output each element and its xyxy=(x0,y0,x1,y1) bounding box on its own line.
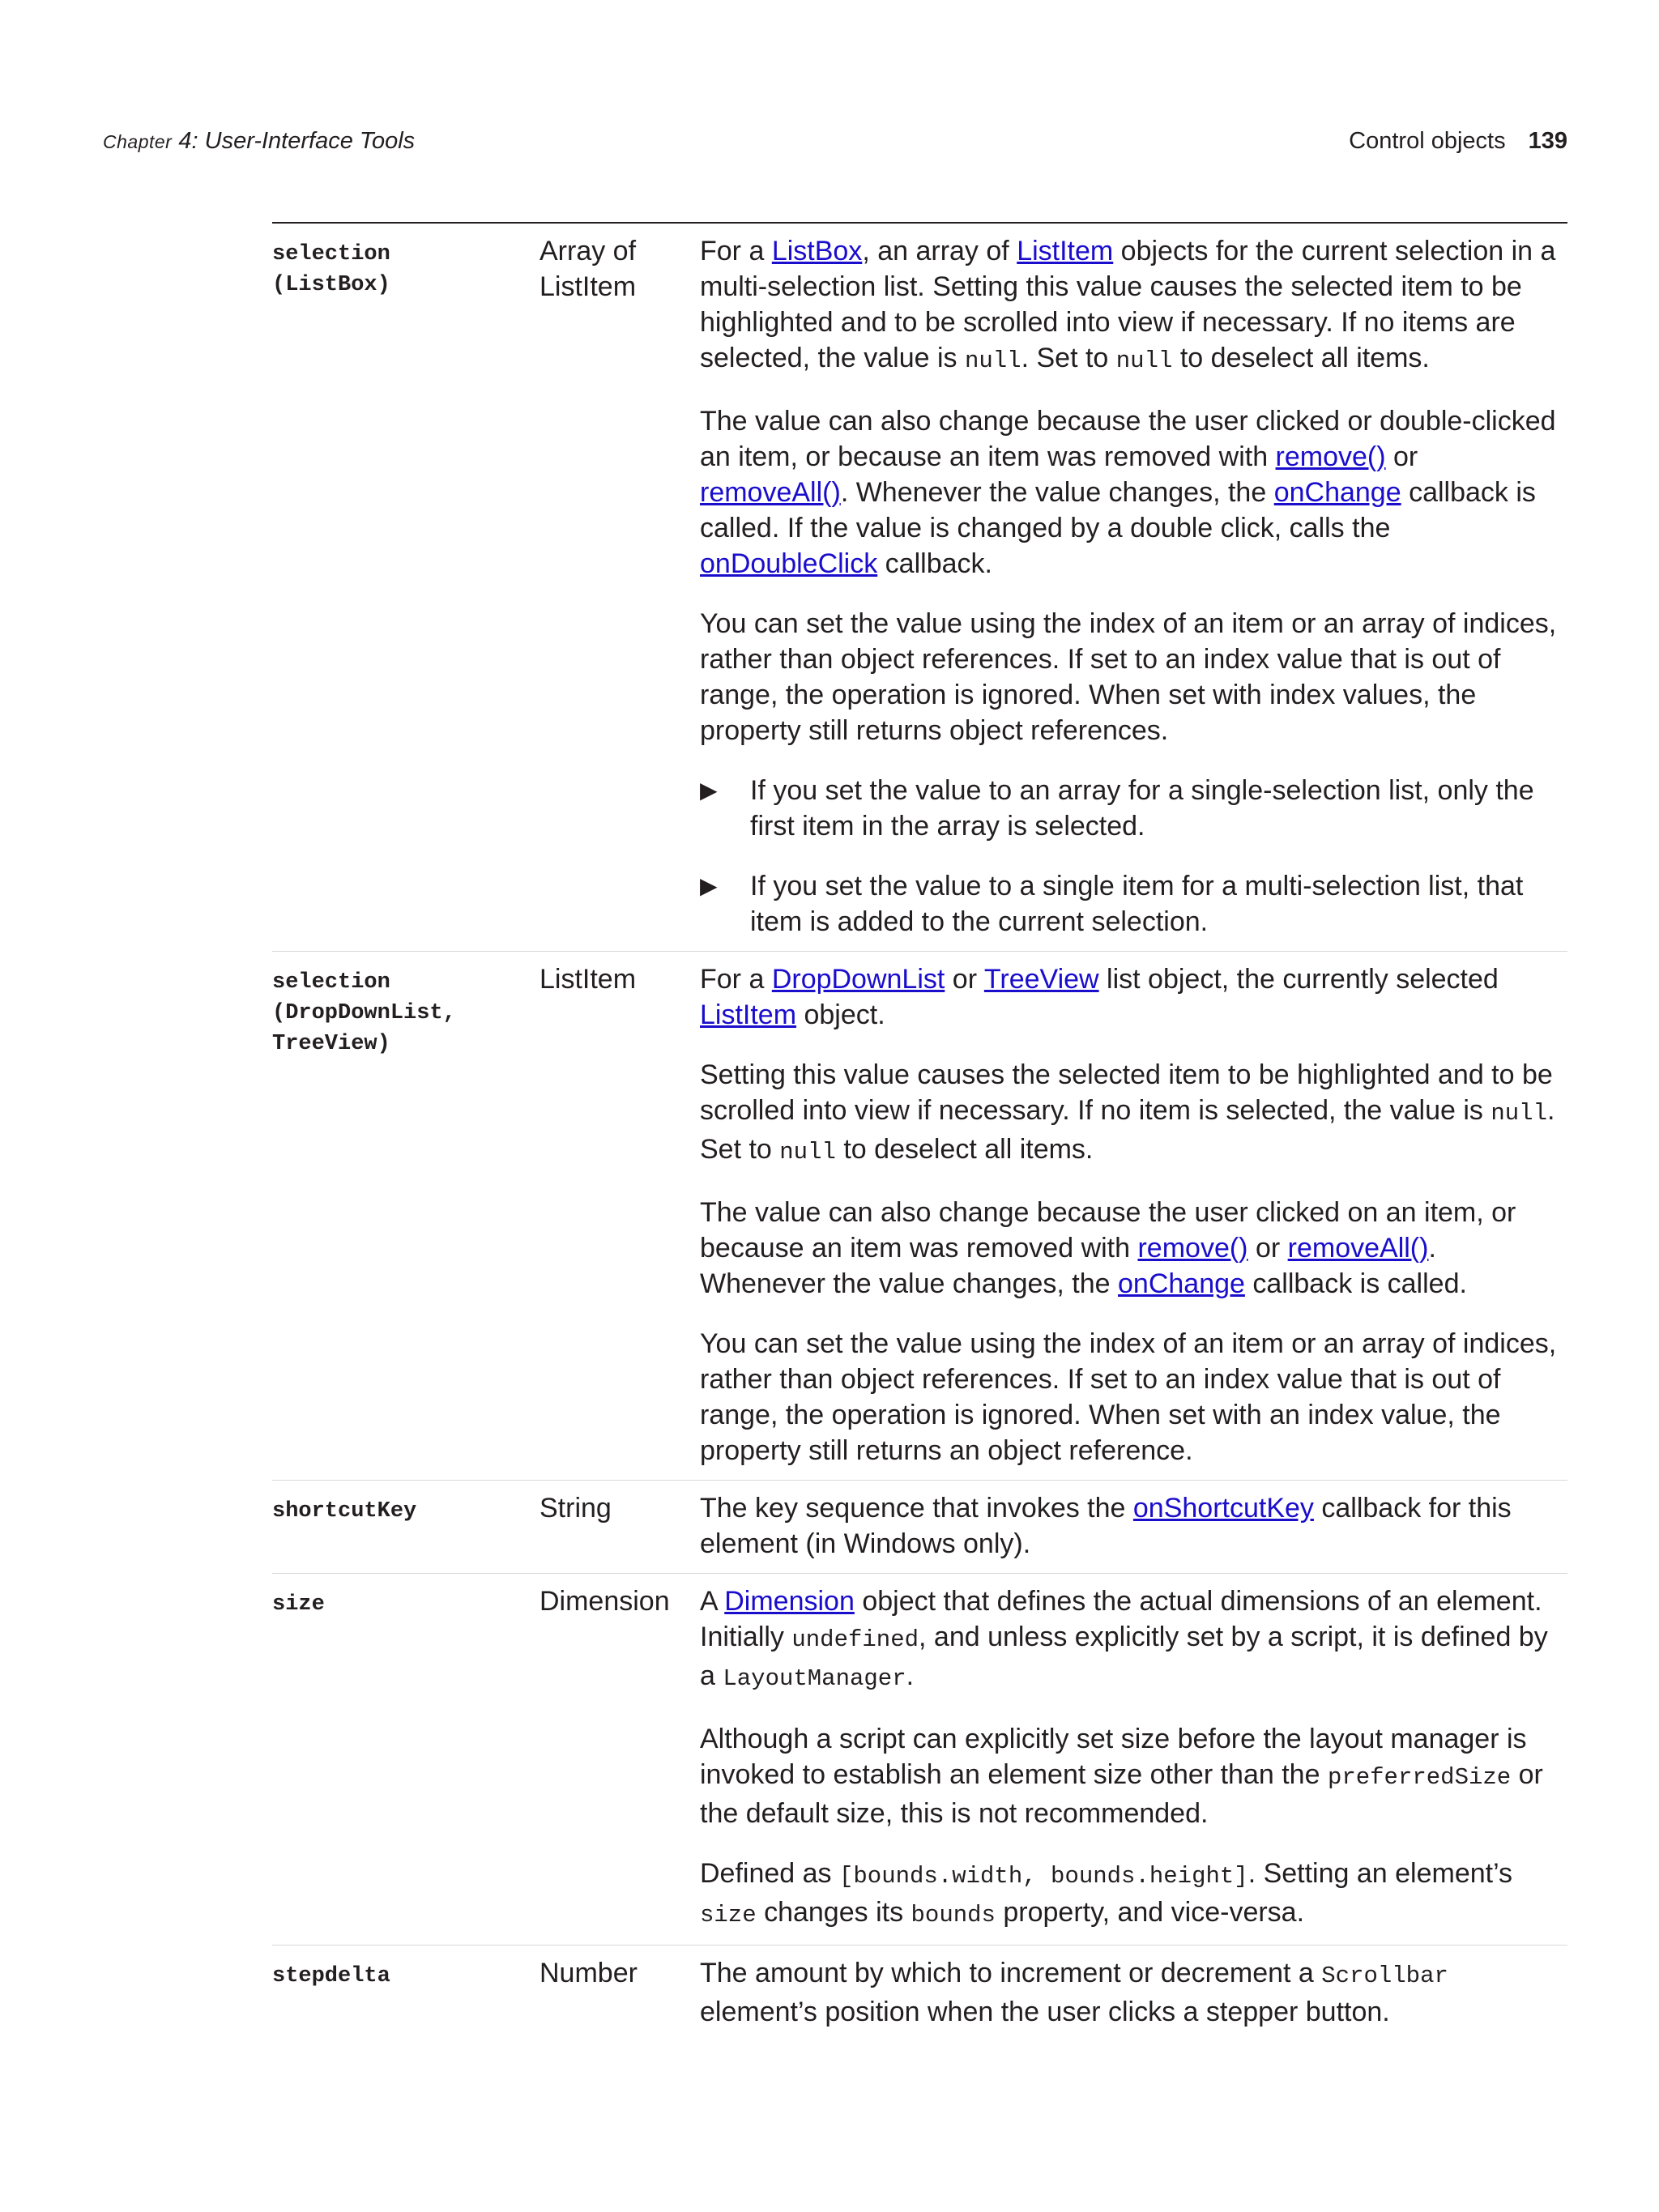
text: . Whenever the value changes, the xyxy=(840,477,1274,508)
paragraph xyxy=(700,403,1567,582)
text: Setting this value causes the selected item to be highlighted and to be scrolled into view if necessary. If no item is selected, the value is xyxy=(700,1059,1553,1126)
text: A xyxy=(700,1586,725,1617)
text: The value can also change because the user clicked or double-clicked an item, or because an item was removed with xyxy=(700,406,1556,472)
code-null: null xyxy=(964,347,1021,374)
paragraph xyxy=(700,233,1567,379)
text: object that defines the actual dimensions of an element. Initially xyxy=(700,1586,1542,1652)
bullet-text: If you set the value to a single item for a multi-selection list, that item is added to the current selection. xyxy=(750,871,1524,937)
table-row-selection-dropdownlist xyxy=(272,952,1567,1481)
property-type: Dimension xyxy=(539,1586,670,1617)
table-row-stepdelta xyxy=(272,1946,1567,2041)
section-title: Control objects xyxy=(1349,128,1506,154)
property-name-line: shortcutKey xyxy=(272,1499,417,1524)
text: For a xyxy=(700,236,772,266)
link-listbox[interactable]: ListBox xyxy=(771,236,863,266)
code-null: null xyxy=(1115,347,1173,374)
bullet-triangle-icon: ▶ xyxy=(700,873,718,898)
code-size: size xyxy=(700,1902,757,1929)
link-treeview[interactable]: TreeView xyxy=(983,964,1099,995)
property-type: Array of ListItem xyxy=(539,236,637,302)
paragraph xyxy=(700,1490,1567,1562)
text: callback. xyxy=(877,548,992,579)
text: For a xyxy=(700,964,772,995)
property-description xyxy=(700,1583,1567,1933)
text: . xyxy=(906,1660,915,1691)
page-number: 139 xyxy=(1528,128,1567,154)
property-name xyxy=(272,1583,539,1933)
text: to deselect all items. xyxy=(835,1134,1094,1165)
text: Although a script can explicitly set size before the layout manager is invoked to establish an element size other than the xyxy=(700,1724,1527,1790)
link-listitem[interactable]: ListItem xyxy=(700,999,797,1030)
text: . Set to xyxy=(700,1095,1555,1165)
property-name-line: selection xyxy=(272,970,390,995)
running-header xyxy=(103,128,1567,160)
link-listitem[interactable]: ListItem xyxy=(1017,236,1114,266)
property-description xyxy=(700,1490,1567,1562)
paragraph: You can set the value using the index of an item or an array of indices, rather than object references. If set to an index value that is out of range, the operation is ignored. When set with index values, the property still returns object references. xyxy=(700,608,1557,746)
text: or xyxy=(1247,1233,1288,1264)
link-remove[interactable]: remove() xyxy=(1137,1233,1248,1264)
property-name-line: selection xyxy=(272,242,390,266)
code-scrollbar: Scrollbar xyxy=(1321,1963,1448,1989)
text: or the default size, this is not recommended. xyxy=(700,1759,1543,1829)
property-name-qualifier: (DropDownList, xyxy=(272,1001,456,1025)
link-remove[interactable]: remove() xyxy=(1275,441,1386,472)
property-description xyxy=(700,1955,1567,2030)
text: to deselect all items. xyxy=(1172,343,1430,373)
chapter-title xyxy=(103,128,415,155)
text: property, and vice-versa. xyxy=(995,1897,1305,1928)
code-bounds-array: [bounds.width, bounds.height] xyxy=(839,1863,1248,1890)
paragraph xyxy=(700,961,1567,1033)
code-preferredsize: preferredSize xyxy=(1327,1764,1512,1791)
code-bounds: bounds xyxy=(911,1902,996,1929)
text: callback is called. xyxy=(1244,1268,1467,1299)
table-row-shortcutkey xyxy=(272,1481,1567,1574)
property-name xyxy=(272,1955,539,2030)
property-table xyxy=(272,222,1567,2041)
link-onchange[interactable]: onChange xyxy=(1273,477,1401,508)
link-removeall[interactable]: removeAll() xyxy=(700,477,841,508)
property-name-line: size xyxy=(272,1592,325,1617)
code-undefined: undefined xyxy=(791,1626,919,1653)
property-name-qualifier: (ListBox) xyxy=(272,273,390,297)
text: , an array of xyxy=(862,236,1017,266)
table-row-selection-listbox xyxy=(272,224,1567,952)
bullet-item xyxy=(700,773,1567,844)
paragraph xyxy=(700,1955,1567,2030)
paragraph xyxy=(700,1195,1567,1302)
text: changes its xyxy=(756,1897,911,1928)
link-ondoubleclick[interactable]: onDoubleClick xyxy=(700,548,878,579)
chapter-name: 4: User-Interface Tools xyxy=(172,128,416,154)
text: element’s position when the user clicks a stepper button. xyxy=(700,1997,1390,2027)
text: or xyxy=(1385,441,1418,472)
property-description xyxy=(700,961,1567,1468)
bullet-item xyxy=(700,868,1567,940)
paragraph xyxy=(700,1583,1567,1697)
paragraph xyxy=(700,1057,1567,1170)
text: . Set to xyxy=(1021,343,1116,373)
bullet-text: If you set the value to an array for a single-selection list, only the first item in the array is selected. xyxy=(750,775,1534,842)
table-row-size xyxy=(272,1574,1567,1946)
bullet-triangle-icon: ▶ xyxy=(700,778,718,803)
text: callback is called. If the value is changed by a double click, calls the xyxy=(700,477,1536,543)
text: or xyxy=(945,964,984,995)
text: , and unless explicitly set by a script, it is defined by a xyxy=(700,1622,1548,1691)
text: callback for this element (in Windows only). xyxy=(700,1493,1512,1559)
link-dropdownlist[interactable]: DropDownList xyxy=(771,964,945,995)
code-layoutmanager: LayoutManager xyxy=(723,1665,906,1692)
property-name xyxy=(272,1490,539,1562)
property-type: ListItem xyxy=(539,964,637,995)
property-name xyxy=(272,233,539,940)
property-name-line: stepdelta xyxy=(272,1964,390,1988)
paragraph xyxy=(700,1721,1567,1831)
property-name xyxy=(272,961,539,1468)
text: The key sequence that invokes the xyxy=(700,1493,1133,1524)
code-null: null xyxy=(1491,1100,1547,1127)
paragraph xyxy=(700,1856,1567,1933)
text: The amount by which to increment or decrement a xyxy=(700,1958,1322,1988)
text: The value can also change because the user clicked on an item, or because an item was removed with xyxy=(700,1197,1516,1264)
text: list object, the currently selected xyxy=(1098,964,1499,995)
link-removeall[interactable]: removeAll() xyxy=(1287,1233,1429,1264)
text: . Whenever the value changes, the xyxy=(700,1233,1436,1299)
text: . Setting an element’s xyxy=(1247,1858,1513,1889)
property-type: String xyxy=(539,1493,612,1524)
link-dimension[interactable]: Dimension xyxy=(724,1586,855,1617)
link-onshortcutkey[interactable]: onShortcutKey xyxy=(1132,1493,1314,1524)
property-description xyxy=(700,233,1567,940)
property-type: Number xyxy=(539,1958,638,1988)
link-onchange[interactable]: onChange xyxy=(1118,1268,1245,1299)
chapter-prefix: Chapter xyxy=(103,131,173,152)
text: Defined as xyxy=(700,1858,839,1889)
text: object. xyxy=(796,999,885,1030)
property-name-qualifier: TreeView) xyxy=(272,1032,390,1056)
code-null: null xyxy=(779,1139,836,1166)
header-right xyxy=(1349,128,1567,155)
paragraph: You can set the value using the index of an item or an array of indices, rather than object references. If set to an index value that is out of range, the operation is ignored. When set with an index value, the property still returns an object reference. xyxy=(700,1328,1557,1466)
text: objects for the current selection in a multi-selection list. Setting this value causes the selected item to be highlighted and to be scrolled into view if necessary. If no items are selected, the value is xyxy=(700,236,1556,373)
